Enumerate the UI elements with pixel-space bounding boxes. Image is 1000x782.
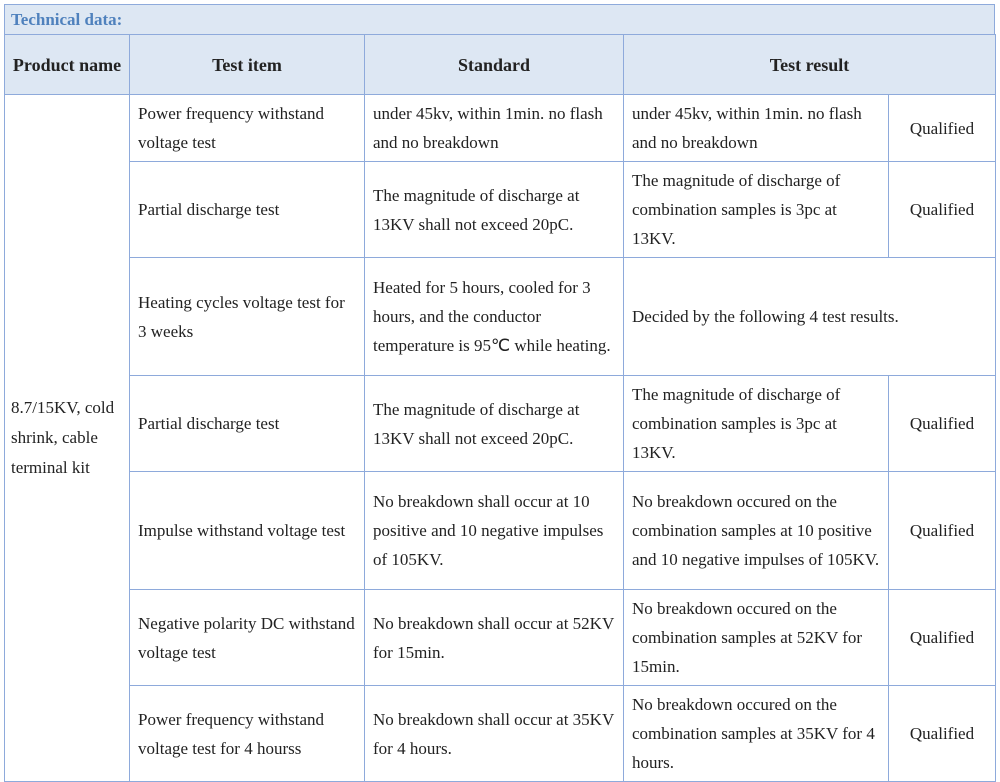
standard-cell: The magnitude of discharge at 13KV shall not exceed 20pC. [365, 162, 624, 258]
technical-data-table [4, 34, 996, 782]
result-cell: No breakdown occured on the combination samples at 10 positive and 10 negative impulses of 105KV. [624, 472, 889, 590]
table-row [5, 472, 996, 590]
standard-cell: under 45kv, within 1min. no flash and no breakdown [365, 95, 624, 162]
header-test-item: Test item [130, 35, 365, 95]
standard-cell: Heated for 5 hours, cooled for 3 hours, and the conductor temperature is 95℃ while heating. [365, 258, 624, 376]
table-row [5, 590, 996, 686]
table-row [5, 162, 996, 258]
verdict-cell: Qualified [889, 376, 996, 472]
header-product-name: Product name [5, 35, 130, 95]
result-cell: No breakdown occured on the combination samples at 52KV for 15min. [624, 590, 889, 686]
verdict-cell: Qualified [889, 95, 996, 162]
standard-cell: No breakdown shall occur at 52KV for 15min. [365, 590, 624, 686]
table-row [5, 686, 996, 782]
verdict-cell: Qualified [889, 686, 996, 782]
verdict-cell: Qualified [889, 590, 996, 686]
table-row [5, 95, 996, 162]
test-item-cell: Power frequency withstand voltage test [130, 95, 365, 162]
table-header-row [5, 35, 996, 95]
section-title: Technical data: [4, 4, 995, 34]
result-cell: The magnitude of discharge of combination samples is 3pc at 13KV. [624, 162, 889, 258]
standard-cell: No breakdown shall occur at 35KV for 4 hours. [365, 686, 624, 782]
verdict-cell: Qualified [889, 162, 996, 258]
test-item-cell: Partial discharge test [130, 162, 365, 258]
table-row [5, 258, 996, 376]
standard-cell: The magnitude of discharge at 13KV shall not exceed 20pC. [365, 376, 624, 472]
verdict-cell: Qualified [889, 472, 996, 590]
result-cell: under 45kv, within 1min. no flash and no breakdown [624, 95, 889, 162]
technical-data-section [4, 4, 995, 772]
result-cell: The magnitude of discharge of combination samples is 3pc at 13KV. [624, 376, 889, 472]
product-name-cell: 8.7/15KV, cold shrink, cable terminal kit [5, 95, 130, 782]
test-item-cell: Partial discharge test [130, 376, 365, 472]
table-row [5, 376, 996, 472]
test-item-cell: Impulse withstand voltage test [130, 472, 365, 590]
header-test-result: Test result [624, 35, 996, 95]
result-cell: Decided by the following 4 test results. [624, 258, 996, 376]
test-item-cell: Negative polarity DC withstand voltage test [130, 590, 365, 686]
test-item-cell: Heating cycles voltage test for 3 weeks [130, 258, 365, 376]
test-item-cell: Power frequency withstand voltage test for 4 hourss [130, 686, 365, 782]
result-cell: No breakdown occured on the combination samples at 35KV for 4 hours. [624, 686, 889, 782]
standard-cell: No breakdown shall occur at 10 positive and 10 negative impulses of 105KV. [365, 472, 624, 590]
header-standard: Standard [365, 35, 624, 95]
